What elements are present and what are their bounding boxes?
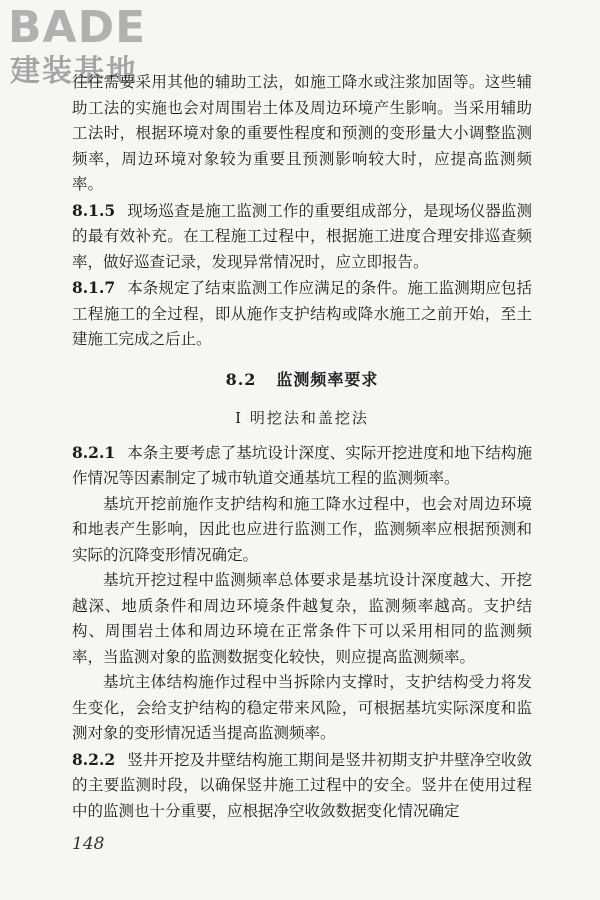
clause-text: 竖井开挖及井壁结构施工期间是竖井初期支护井壁净空收敛的主要监测时段，以确保竖井施工过程中的安全。竖井在使用过程中的监测也十分重要，应根据净空收敛数据变化情况确定 — [72, 750, 532, 820]
clause-8-2-2 — [72, 747, 532, 825]
paragraph: 基坑开挖前施作支护结构和施工降水过程中，也会对周边环境和地表产生影响，因此也应进行监测工作，监测频率应根据预测和实际的沉降变形情况确定。 — [72, 494, 532, 564]
clause-8-1-7 — [72, 275, 532, 353]
clause-text: 现场巡查是施工监测工作的重要组成部分，是现场仪器监测的最有效补充。在工程施工过程中，根据施工进度合理安排巡查频率，做好巡查记录，发现异常情况时，应立即报告。 — [72, 201, 532, 271]
clause-text: 本条规定了结束监测工作应满足的条件。施工监测期应包括工程施工的全过程，即从施作支护结构或降水施工之前开始，至土建施工完成之后止。 — [72, 279, 532, 348]
clause-number: 8.1.7 — [72, 278, 116, 297]
clause-number: 8.2.2 — [72, 749, 116, 769]
watermark-subtitle: 建装基地 — [10, 54, 138, 89]
paragraph: 基坑主体结构施作过程中当拆除内支撑时，支护结构受力将发生变化，会给支护结构的稳定带来风险，可根据基坑实际深度和监测对象的变形情况适当提高监测频率。 — [72, 673, 532, 742]
clause-8-1-5 — [72, 198, 532, 276]
subsection-heading: Ⅰ 明挖法和盖挖法 — [235, 409, 369, 427]
section-number: 8.2 — [225, 369, 257, 389]
clause-text: 本条主要考虑了基坑设计深度、实际开挖进度和地下结构施作情况等因素制定了城市轨道交通基坑工程的监测频率。 — [72, 443, 532, 487]
clause-8-2-1 — [72, 440, 532, 492]
clause-number: 8.2.1 — [72, 442, 116, 462]
page-number: 148 — [72, 834, 105, 854]
paragraph: 基坑开挖过程中监测频率总体要求是基坑设计深度越大、开挖越深、地质条件和周边环境条件越复杂，监测频率越高。支护结构、周围岩土体和周边环境在正常条件下可以采用相同的监测频率，当监测对象的监测数据变化较快，则应提高监测频率。 — [72, 571, 532, 666]
watermark-brand: BADE — [8, 2, 147, 53]
clause-number: 8.1.5 — [72, 200, 116, 220]
continuation-paragraph: 往往需要采用其他的辅助工法，如施工降水或注浆加固等。这些辅助工法的实施也会对周围岩土体及周边环境产生影响。当采用辅助工法时，根据环境对象的重要性程度和预测的变形量大小调整监测频率，周边环境对象较为重要且预测影响较大时，应提高监测频率。 — [72, 73, 532, 193]
section-title: 监测频率要求 — [276, 369, 379, 389]
page-body — [72, 70, 532, 824]
section-heading — [72, 367, 532, 393]
